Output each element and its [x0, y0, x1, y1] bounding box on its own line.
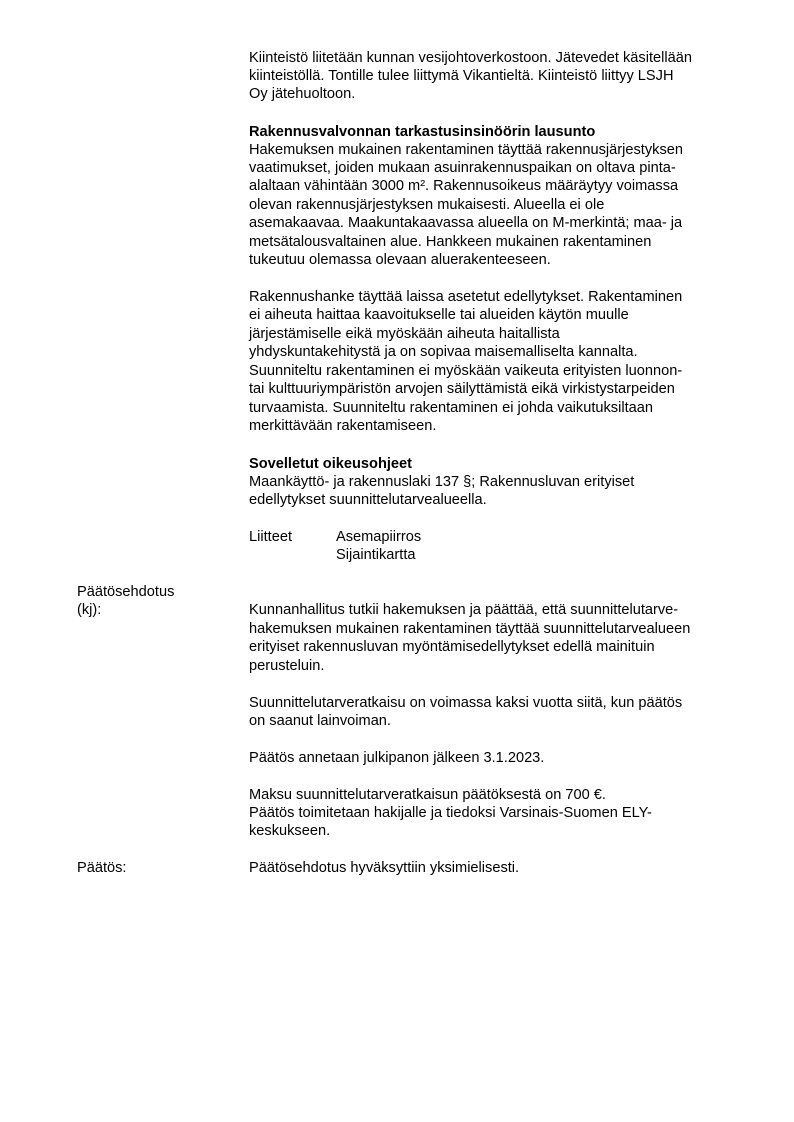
text-line: edellytykset suunnittelutarvealueella.	[249, 492, 487, 508]
decision-text: Päätösehdotus hyväksyttiin yksimielisesti.	[249, 860, 520, 876]
text-line: metsätalousvaltainen alue. Hankkeen mukainen rakentaminen	[249, 234, 652, 250]
text-line: asemakaavaa. Maakuntakaavassa alueella on M-merkintä; maa- ja	[249, 215, 683, 231]
text-line: Hakemuksen mukainen rakentaminen täyttää rakennusjärjestyksen	[249, 142, 683, 158]
text-line: Päätös annetaan julkipanon jälkeen 3.1.2023.	[249, 750, 545, 766]
text-line: Suunnittelutarveratkaisu on voimassa kaksi vuotta siitä, kun päätös	[249, 695, 683, 711]
text-line: perusteluin.	[249, 658, 325, 674]
proposal-label-sub: (kj):	[77, 602, 102, 618]
text-line: Maankäyttö- ja rakennuslaki 137 §; Rakennusluvan erityiset	[249, 474, 635, 490]
text-line: olevan rakennusjärjestyksen mukaisesti. Alueella ei ole	[249, 197, 605, 213]
proposal-label: Päätösehdotus	[77, 584, 175, 600]
text-line: Rakennushanke täyttää laissa asetetut edellytykset. Rakentaminen	[249, 289, 683, 305]
text-line: turvaamista. Suunniteltu rakentaminen ei johda vaikutuksiltaan	[249, 400, 653, 416]
text-line: kiinteistöllä. Tontille tulee liittymä Vikantieltä. Kiinteistö liittyy LSJH	[249, 68, 674, 84]
text-line: Päätös toimitetaan hakijalle ja tiedoksi Varsinais-Suomen ELY-	[249, 805, 652, 821]
text-line: Maksu suunnittelutarveratkaisun päätöksestä on 700 €.	[249, 787, 606, 803]
text-line: järjestämiselle eikä myöskään aiheuta haitallista	[249, 326, 560, 342]
text-line: Kunnanhallitus tutkii hakemuksen ja päättää, että suunnittelutarve-	[249, 602, 679, 618]
text-line: Suunniteltu rakentaminen ei myöskään vaikeuta erityisten luonnon-	[249, 363, 683, 379]
text-line: keskukseen.	[249, 823, 331, 839]
attachment-item[interactable]: Asemapiirros	[336, 529, 422, 545]
text-line: tukeutuu olemassa olevaan aluerakenteeseen.	[249, 252, 551, 268]
text-line: Kiinteistö liitetään kunnan vesijohtoverkostoon. Jätevedet käsitellään	[249, 50, 692, 66]
attachments-label: Liitteet	[249, 529, 292, 545]
decision-label: Päätös:	[77, 860, 127, 876]
section-heading: Rakennusvalvonnan tarkastusinsinöörin lausunto	[249, 124, 596, 140]
text-line: alaltaan vähintään 3000 m². Rakennusoikeus määräytyy voimassa	[249, 178, 679, 194]
text-line: erityiset rakennusluvan myöntämisedellytykset edellä mainituin	[249, 639, 655, 655]
text-line: on saanut lainvoiman.	[249, 713, 391, 729]
section-heading: Sovelletut oikeusohjeet	[249, 456, 413, 472]
text-line: hakemuksen mukainen rakentaminen täyttää suunnittelutarvealueen	[249, 621, 691, 637]
attachment-item[interactable]: Sijaintikartta	[336, 547, 416, 563]
text-line: Oy jätehuoltoon.	[249, 86, 356, 102]
text-line: vaatimukset, joiden mukaan asuinrakennuspaikan on oltava pinta-	[249, 160, 676, 176]
text-line: tai kulttuuriympäristön arvojen säilyttämistä eikä virkistystarpeiden	[249, 381, 675, 397]
text-line: merkittävään rakentamiseen.	[249, 418, 437, 434]
text-line: ei aiheuta haittaa kaavoitukselle tai alueiden käytön muulle	[249, 307, 629, 323]
text-line: yhdyskuntakehitystä ja on sopivaa maisemalliselta kannalta.	[249, 344, 638, 360]
